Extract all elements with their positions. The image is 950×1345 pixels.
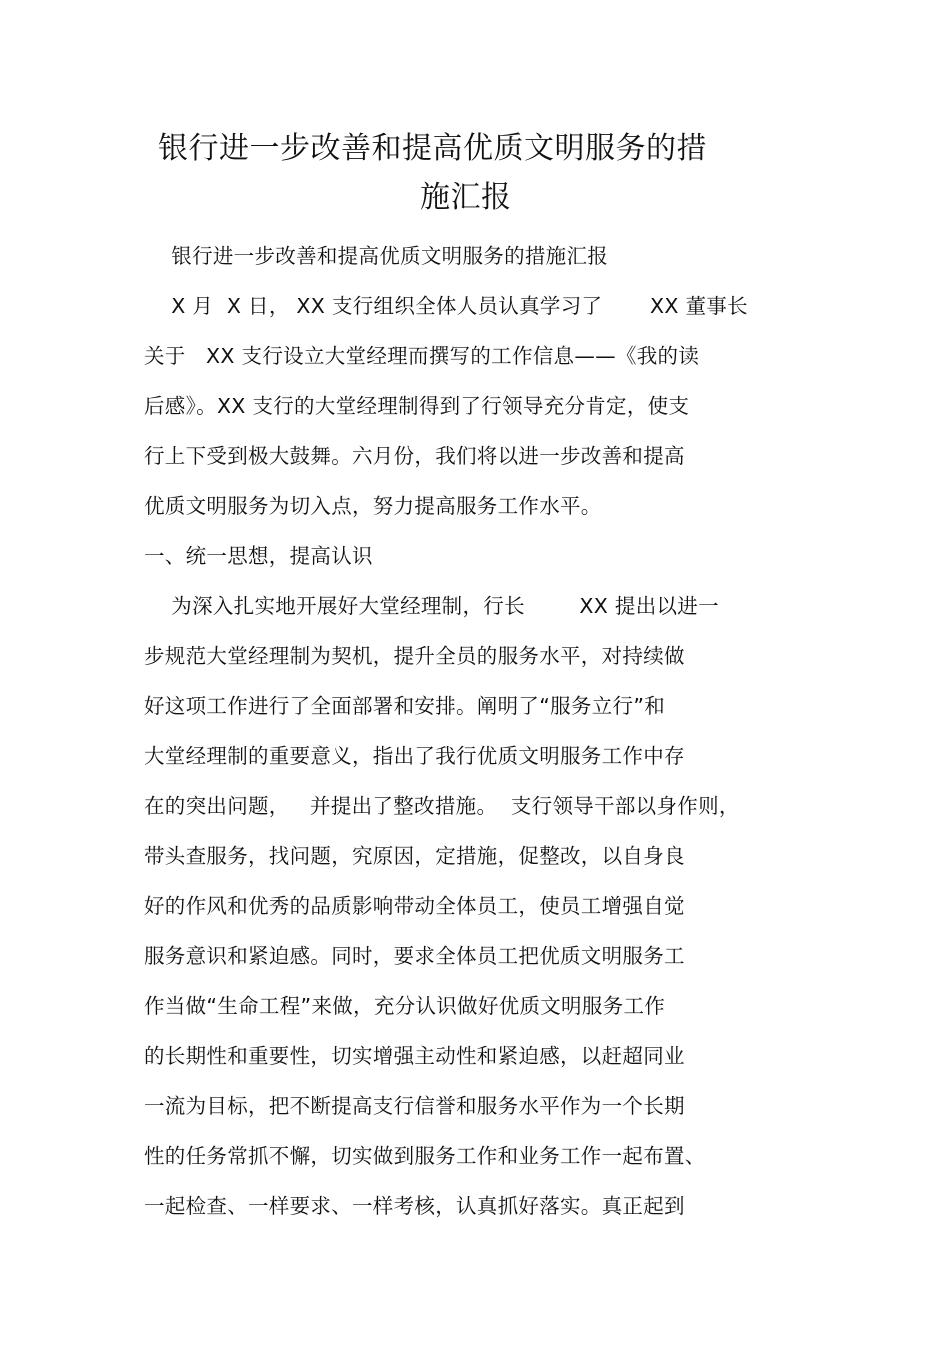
- body-line: X 月 X 日， XX 支行组织全体人员认真学习了 XX 董事长: [144, 294, 748, 318]
- body-line: 为深入扎实地开展好大堂经理制，行长 XX 提出以进一: [144, 594, 719, 618]
- body-line: 一起检查、一样要求、一样考核，认真抓好落实。真正起到: [144, 1194, 685, 1218]
- section-heading: 一、统一思想，提高认识: [144, 544, 373, 568]
- body-line: 好这项工作进行了全面部署和安排。阐明了“服务立行”和: [144, 694, 666, 718]
- body-line: 性的任务常抓不懈，切实做到服务工作和业务工作一起布置、: [144, 1144, 706, 1168]
- body-line: 在的突出问题， 并提出了整改措施。 支行领导干部以身作则，: [144, 794, 740, 818]
- body-line: 后感》。XX 支行的大堂经理制得到了行领导充分肯定，使支: [144, 394, 690, 418]
- document-title-line-1: 银行进一步改善和提高优质文明服务的措: [158, 131, 707, 166]
- body-line: 优质文明服务为切入点，努力提高服务工作水平。: [144, 494, 602, 518]
- body-line: 关于 XX 支行设立大堂经理而撰写的工作信息——《我的读: [144, 344, 700, 368]
- body-line: 带头查服务，找问题，究原因，定措施，促整改，以自身良: [144, 844, 685, 868]
- body-line: 好的作风和优秀的品质影响带动全体员工，使员工增强自觉: [144, 894, 685, 918]
- document-title-line-2: 施汇报: [420, 180, 512, 215]
- body-line: 银行进一步改善和提高优质文明服务的措施汇报: [144, 244, 609, 268]
- body-line: 服务意识和紧迫感。同时，要求全体员工把优质文明服务工: [144, 944, 685, 968]
- body-line: 行上下受到极大鼓舞。六月份，我们将以进一步改善和提高: [144, 444, 685, 468]
- body-line: 一流为目标，把不断提高支行信誉和服务水平作为一个长期: [144, 1094, 685, 1118]
- body-line: 大堂经理制的重要意义，指出了我行优质文明服务工作中存: [144, 744, 685, 768]
- body-line: 步规范大堂经理制为契机，提升全员的服务水平，对持续做: [144, 644, 685, 668]
- body-line: 作当做“生命工程”来做，充分认识做好优质文明服务工作: [144, 994, 666, 1018]
- body-line: 的长期性和重要性，切实增强主动性和紧迫感，以赶超同业: [144, 1044, 685, 1068]
